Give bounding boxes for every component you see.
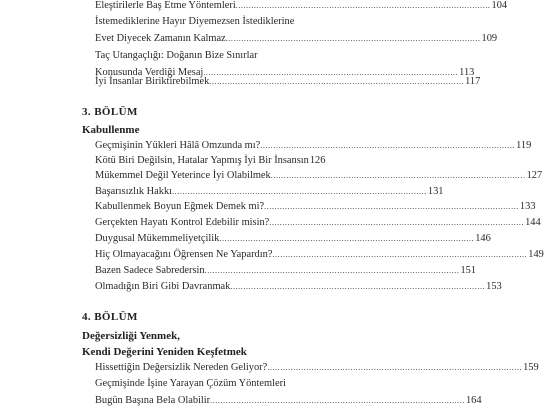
toc-entry [95, 214, 541, 231]
toc-entry-page: 153 [486, 281, 502, 292]
toc-entry [95, 246, 544, 263]
dot-leader: .................................................................................................. [269, 218, 525, 227]
chapter-title-cont: Kendi Değerini Yeniden Keşfetmek [82, 346, 247, 358]
toc-entry-title-cont: Evet Diyecek Zamanın Kalmaz [95, 33, 226, 44]
chapter-heading: 4. BÖLÜM [82, 311, 138, 323]
toc-entry-page: 104 [491, 0, 508, 11]
toc-entry-page: 146 [475, 233, 491, 244]
toc-entry-title: Geçmişinde İşine Yarayan Çözüm Yöntemleri [95, 378, 286, 389]
toc-entry-page: 119 [516, 140, 532, 151]
dot-leader: .................................................................................................. [172, 187, 427, 196]
toc-entry-title: Kötü Biri Değilsin, Hatalar Yapmış İyi Bir İnsansın [95, 155, 309, 166]
chapter-title: Kabullenme [82, 124, 140, 136]
toc-entry-title: Hiç Olmayacağını Öğrensen Ne Yapardın? [95, 249, 273, 260]
dot-leader: .................................................................................................. [219, 234, 475, 243]
toc-entry-page: 109 [481, 33, 498, 44]
dot-leader: .................................................................................................. [203, 68, 459, 77]
toc-entry [95, 262, 477, 279]
toc-entry-page: 164 [465, 395, 482, 406]
dot-leader: .................................................................................................. [204, 266, 460, 275]
toc-entry [95, 13, 498, 47]
toc-entry-title-cont: Bugün Başına Bela Olabilir [95, 395, 211, 406]
dot-leader: .................................................................................................. [270, 171, 526, 180]
toc-entry [95, 359, 539, 376]
toc-entry [95, 0, 508, 14]
dot-leader: .................................................................................................. [230, 282, 486, 291]
toc-entry-title: İstemediklerine Hayır Diyemezsen İstediklerine [95, 16, 295, 27]
toc-entry-page: 133 [519, 201, 536, 212]
toc-entry-title: Hissettiğin Değersizlik Nereden Geliyor? [95, 362, 268, 373]
toc-entry-page: 159 [523, 362, 539, 373]
dot-leader: .................................................................................................. [209, 77, 465, 86]
toc-entry [95, 278, 502, 295]
toc-entry-title: İyi İnsanlar Biriktirebilmek [95, 76, 210, 87]
toc-entry-title: Taç Utangaçlığı: Doğanın Bize Sınırlar [95, 50, 258, 61]
toc-entry-title-cont: Konusunda Verdiği Mesaj [95, 67, 204, 78]
toc-entry [95, 375, 482, 409]
toc-entry-title: Bazen Sadece Sabredersin [95, 265, 205, 276]
toc-entry-page: 117 [465, 76, 481, 87]
toc-entry [95, 167, 543, 184]
toc-entry-title: Mükemmel Değil Yeterince İyi Olabilmek [95, 170, 271, 181]
dot-leader: .................................................................................................. [225, 34, 481, 43]
toc-entry-title: Gerçekten Hayatı Kontrol Edebilir misin? [95, 217, 270, 228]
toc-entry-title: Başarısızlık Hakkı [95, 186, 173, 197]
toc-entry [95, 73, 481, 90]
chapter-title: Değersizliği Yenmek, [82, 330, 180, 342]
dot-leader: .................................................................................................. [210, 396, 465, 405]
toc-entry-page: 126 [309, 155, 326, 166]
toc-entry-page: 131 [427, 186, 444, 197]
toc-entry-title: Geçmişinin Yükleri Hâlâ Omzunda mı? [95, 140, 261, 151]
toc-entry-title: Duygusal Mükemmeliyetçilik [95, 233, 220, 244]
dot-leader: .................................................................................................. [260, 141, 516, 150]
toc-entry-title: Kabullenmek Boyun Eğmek Demek mi? [95, 201, 265, 212]
dot-leader: .................................................................................................. [267, 363, 523, 372]
dot-leader: .................................................................................................. [272, 250, 528, 259]
dot-leader: .................................................................................................. [235, 1, 491, 10]
toc-entry-title: Eleştirilerle Baş Etme Yöntemleri [95, 0, 236, 11]
toc-entry [95, 230, 491, 247]
toc-entry-page: 149 [528, 249, 544, 260]
toc-entry-page: 113 [459, 67, 475, 78]
toc-entry-page: 151 [460, 265, 477, 276]
toc-entry-page: 127 [526, 170, 543, 181]
chapter-heading: 3. BÖLÜM [82, 106, 138, 118]
toc-entry [95, 198, 536, 215]
dot-leader: .................................................................................................. [264, 202, 519, 211]
toc-entry-title: Olmadığın Biri Gibi Davranmak [95, 281, 231, 292]
toc-entry-page: 144 [525, 217, 541, 228]
